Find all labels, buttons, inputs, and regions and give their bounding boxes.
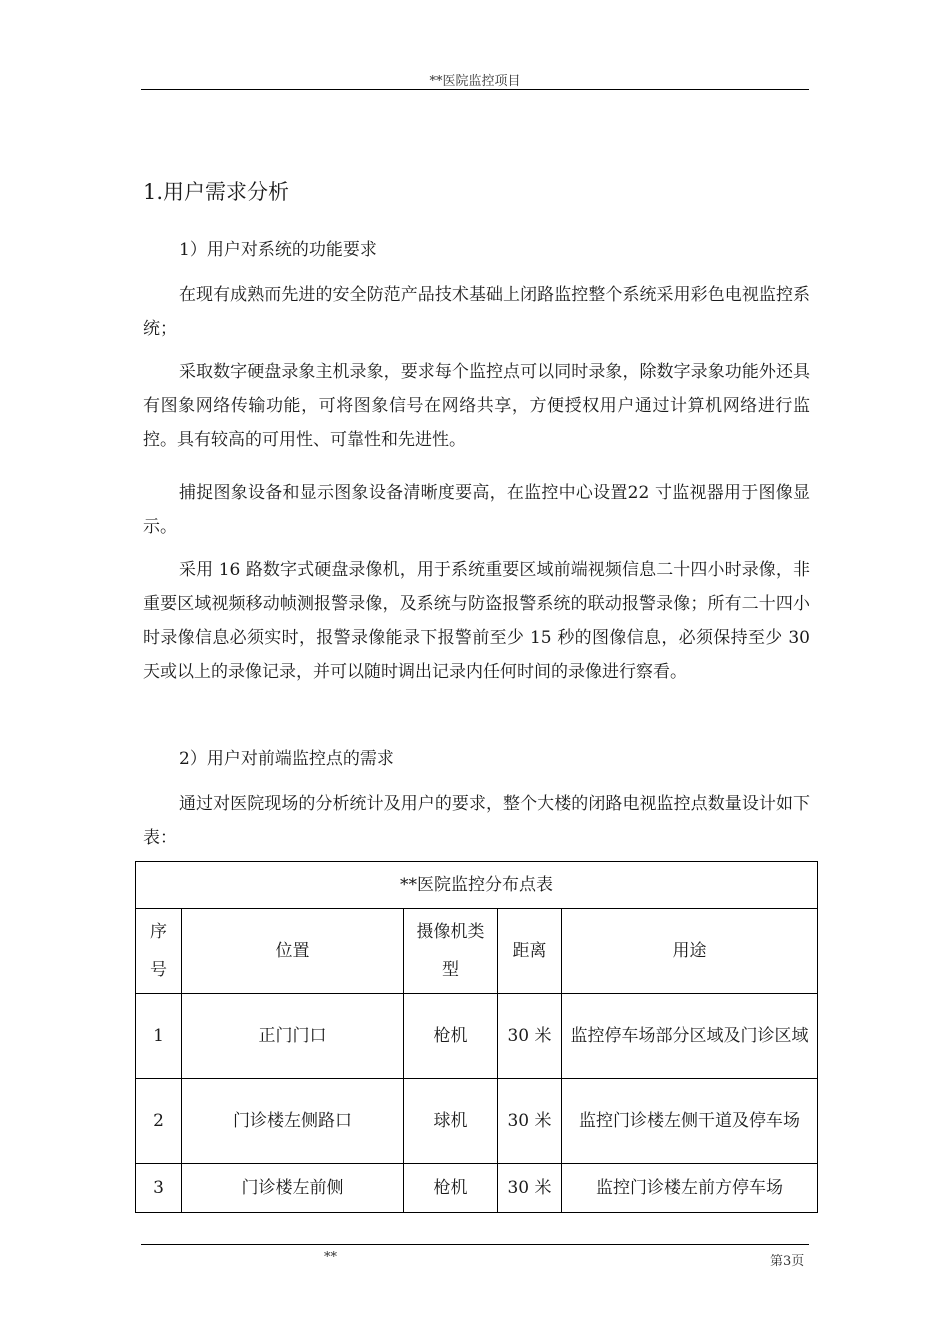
header-location: 位置 — [182, 909, 404, 994]
paragraph-2: 采取数字硬盘录象主机录象，要求每个监控点可以同时录象，除数字录象功能外还具有图象网络传输功能，可将图象信号在网络共享，方便授权用户通过计算机网络进行监控。具有较高的可用性、可靠性和先进性。 — [143, 362, 810, 450]
subsection-title-frontend: 2）用户对前端监控点的需求 — [179, 749, 394, 769]
page-header-title: **医院监控项目 — [429, 74, 521, 89]
cell-location: 门诊楼左前侧 — [182, 1164, 404, 1213]
table-caption-row — [136, 862, 818, 909]
footer-left-text: ** — [324, 1250, 337, 1265]
cell-distance: 30 米 — [498, 994, 562, 1079]
table-row — [136, 994, 818, 1079]
cell-index: 3 — [136, 1164, 182, 1213]
section-title: 1.用户需求分析 — [143, 180, 290, 204]
cell-camera-type: 球机 — [404, 1079, 498, 1164]
cell-distance: 30 米 — [498, 1164, 562, 1213]
table-caption: **医院监控分布点表 — [136, 862, 818, 909]
paragraph-3: 捕捉图象设备和显示图象设备清晰度要高，在监控中心设置22 寸监视器用于图像显示。 — [143, 483, 810, 537]
header-index: 序号 — [136, 909, 182, 994]
header-purpose: 用途 — [562, 909, 818, 994]
footer-divider — [141, 1244, 809, 1245]
cell-purpose: 监控门诊楼左前方停车场 — [562, 1164, 818, 1213]
paragraph-4: 采用 16 路数字式硬盘录像机，用于系统重要区域前端视频信息二十四小时录像，非重要区域视频移动帧测报警录像，及系统与防盗报警系统的联动报警录像；所有二十四小时录像信息必须实时，报警录像能录下报警前至少 15 秒的图像信息，必须保持至少 30 天或以上的录像记录，并可以随时调出记录内任何时间的录像进行察看。 — [143, 560, 810, 682]
cell-location: 门诊楼左侧路口 — [182, 1079, 404, 1164]
table-header-row — [136, 909, 818, 994]
cell-index: 1 — [136, 994, 182, 1079]
header-camera-type: 摄像机类型 — [404, 909, 498, 994]
table-row — [136, 1164, 818, 1213]
table-row — [136, 1079, 818, 1164]
cell-camera-type: 枪机 — [404, 994, 498, 1079]
cell-index: 2 — [136, 1079, 182, 1164]
monitoring-points-table — [135, 861, 818, 1213]
paragraph-1: 在现有成熟而先进的安全防范产品技术基础上闭路监控整个系统采用彩色电视监控系统； — [143, 285, 810, 339]
cell-camera-type: 枪机 — [404, 1164, 498, 1213]
page-number: 第3页 — [770, 1254, 805, 1269]
cell-purpose: 监控门诊楼左侧干道及停车场 — [562, 1079, 818, 1164]
intro-paragraph: 通过对医院现场的分析统计及用户的要求，整个大楼的闭路电视监控点数量设计如下表： — [143, 794, 810, 848]
cell-purpose: 监控停车场部分区域及门诊区域 — [562, 994, 818, 1079]
header-divider — [141, 89, 809, 90]
subsection-title-functional: 1）用户对系统的功能要求 — [179, 240, 377, 260]
cell-distance: 30 米 — [498, 1079, 562, 1164]
header-distance: 距离 — [498, 909, 562, 994]
cell-location: 正门门口 — [182, 994, 404, 1079]
